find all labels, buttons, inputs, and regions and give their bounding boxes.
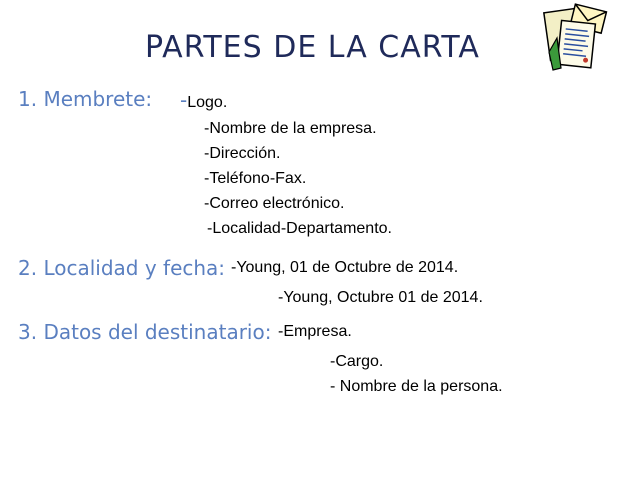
section-heading-localidad: 2. Localidad y fecha: bbox=[18, 256, 226, 280]
list-item: -Empresa. bbox=[278, 323, 352, 340]
list-item: -Correo electrónico. bbox=[204, 195, 345, 212]
letter-envelope-icon bbox=[543, 2, 609, 72]
list-item: -Localidad-Departamento. bbox=[207, 220, 392, 237]
list-item: - Nombre de la persona. bbox=[330, 378, 503, 395]
section-heading-destinatario: 3. Datos del destinatario: bbox=[18, 320, 272, 344]
list-item-text: Logo. bbox=[187, 94, 228, 111]
dash-glyph: - bbox=[180, 88, 188, 112]
section-heading-membrete bbox=[18, 87, 152, 111]
list-item: -Young, 01 de Octubre de 2014. bbox=[231, 259, 459, 276]
list-item: -Cargo. bbox=[330, 353, 384, 370]
list-item: -Young, Octubre 01 de 2014. bbox=[278, 289, 483, 306]
page-title: PARTES DE LA CARTA bbox=[145, 30, 480, 65]
list-item bbox=[180, 88, 227, 112]
list-item: -Dirección. bbox=[204, 145, 281, 162]
section-heading-label: 1. Membrete: bbox=[18, 87, 153, 111]
list-item: -Nombre de la empresa. bbox=[204, 120, 377, 137]
list-item: -Teléfono-Fax. bbox=[204, 170, 307, 187]
